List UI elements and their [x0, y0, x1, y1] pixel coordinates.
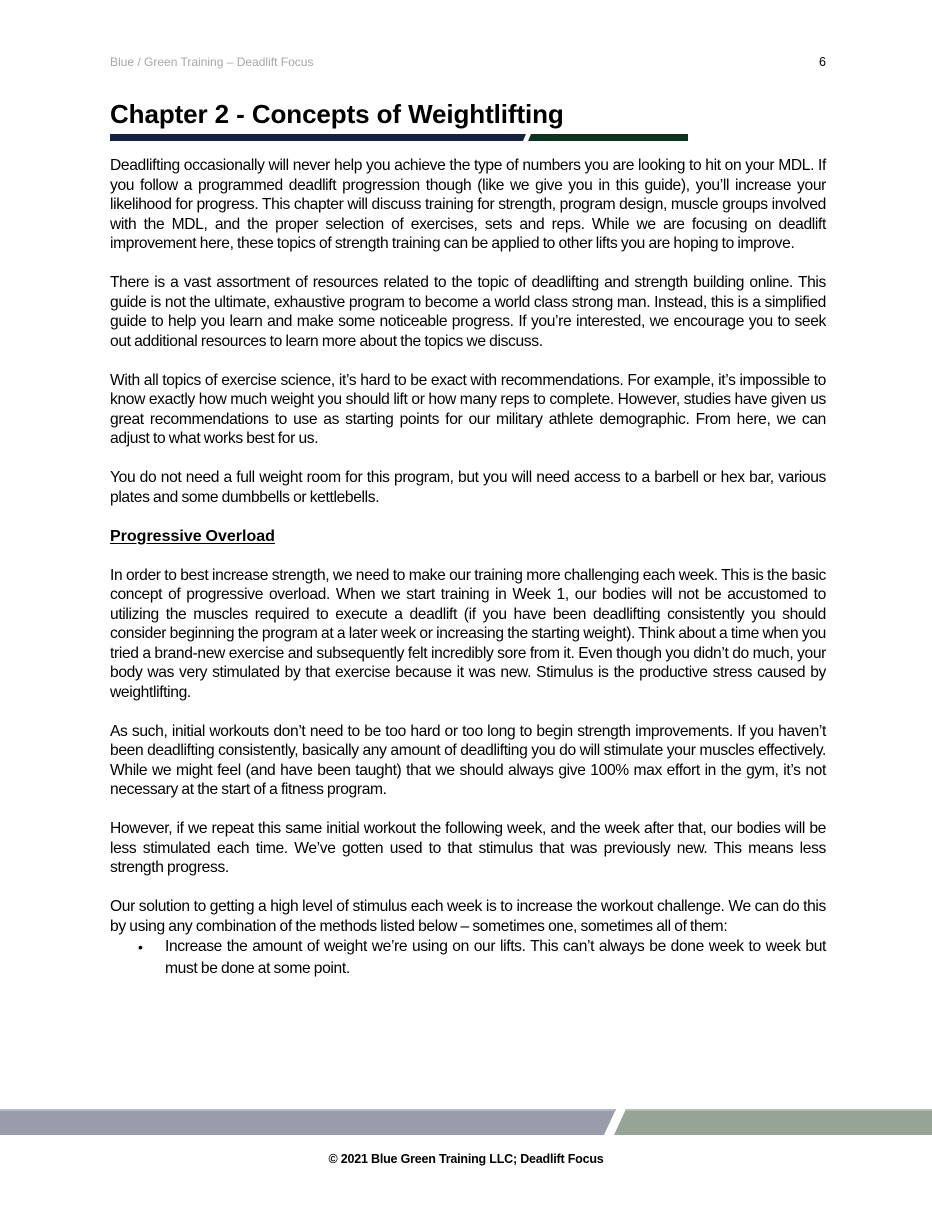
methods-list: [110, 936, 826, 980]
footer-band-left-segment: [0, 1109, 616, 1135]
title-rule-green-segment: [528, 134, 688, 141]
running-header-title: Blue / Green Training – Deadlift Focus: [110, 55, 314, 69]
footer-band-right-segment: [614, 1109, 932, 1135]
footer-band-highlight-right: [626, 1109, 932, 1111]
list-item-text: Increase the amount of weight we’re using on our lifts. This can’t always be done week to week but must be done at some point.: [165, 938, 826, 977]
section-heading-progressive-overload: Progressive Overload: [110, 527, 275, 545]
list-item: [110, 936, 826, 980]
footer-band: [0, 1109, 932, 1135]
footer-band-highlight-left: [0, 1109, 616, 1111]
bullet-icon: •: [138, 939, 143, 955]
section-paragraph-1: In order to best increase strength, we need to make our training more challenging each week. This is the basic concept of progressive overload. When we start training in Week 1, our bodies will not be accustomed to utilizing the muscles required to execute a deadlift (if you have been deadlifting consistently you should consider beginning the program at a later week or increasing the starting weight). Think about a time when you tried a brand-new exercise and subsequently felt incredibly sore from it. Even though you didn’t do much, your body was very stimulated by that exercise because it was new. Stimulus is the productive stress caused by weightlifting.: [110, 566, 826, 701]
section-paragraph-3: However, if we repeat this same initial workout the following week, and the week after that, our bodies will be less stimulated each time. We’ve gotten used to that stimulus that was previously new. This means less strength progress.: [110, 820, 826, 876]
intro-paragraph-3: With all topics of exercise science, it’s hard to be exact with recommendations. For example, it’s impossible to know exactly how much weight you should lift or how many reps to complete. However, studies have given us great recommendations to use as starting points for our military athlete demographic. From here, we can adjust to what works best for us.: [110, 371, 826, 447]
intro-paragraph-1: Deadlifting occasionally will never help you achieve the type of numbers you are looking to hit on your MDL. If you follow a programmed deadlift progression though (like we give you in this guide), you’ll increase your likelihood for progress. This chapter will discuss training for strength, program design, muscle groups involved with the MDL, and the proper selection of exercises, sets and reps. While we are focusing on deadlift improvement here, these topics of strength training can be applied to other lifts you are hoping to improve.: [110, 157, 826, 252]
footer-copyright: © 2021 Blue Green Training LLC; Deadlift Focus: [328, 1152, 604, 1166]
title-rule: [110, 134, 688, 141]
page-body: [110, 156, 826, 980]
section-paragraph-4: Our solution to getting a high level of stimulus each week is to increase the workout challenge. We can do this by using any combination of the methods listed below – sometimes one, sometimes all of them:: [110, 898, 826, 935]
title-rule-navy-segment: [110, 134, 526, 141]
page-number: 6: [819, 55, 826, 69]
section-paragraph-2: As such, initial workouts don’t need to be too hard or too long to begin strength improvements. If you haven’t been deadlifting consistently, basically any amount of deadlifting you do will stimulate your muscles effectively. While we might feel (and have been taught) that we should always give 100% max effort in the gym, it’s not necessary at the start of a fitness program.: [110, 722, 826, 798]
chapter-title: Chapter 2 - Concepts of Weightlifting: [110, 99, 564, 129]
intro-paragraph-4: You do not need a full weight room for this program, but you will need access to a barbell or hex bar, various plates and some dumbbells or kettlebells.: [110, 469, 826, 506]
running-header: [110, 55, 826, 71]
intro-paragraph-2: There is a vast assortment of resources related to the topic of deadlifting and strength building online. This guide is not the ultimate, exhaustive program to become a world class strong man. Instead, this is a simplified guide to help you learn and make some noticeable progress. If you’re interested, we encourage you to seek out additional resources to learn more about the topics we discuss.: [110, 274, 826, 350]
